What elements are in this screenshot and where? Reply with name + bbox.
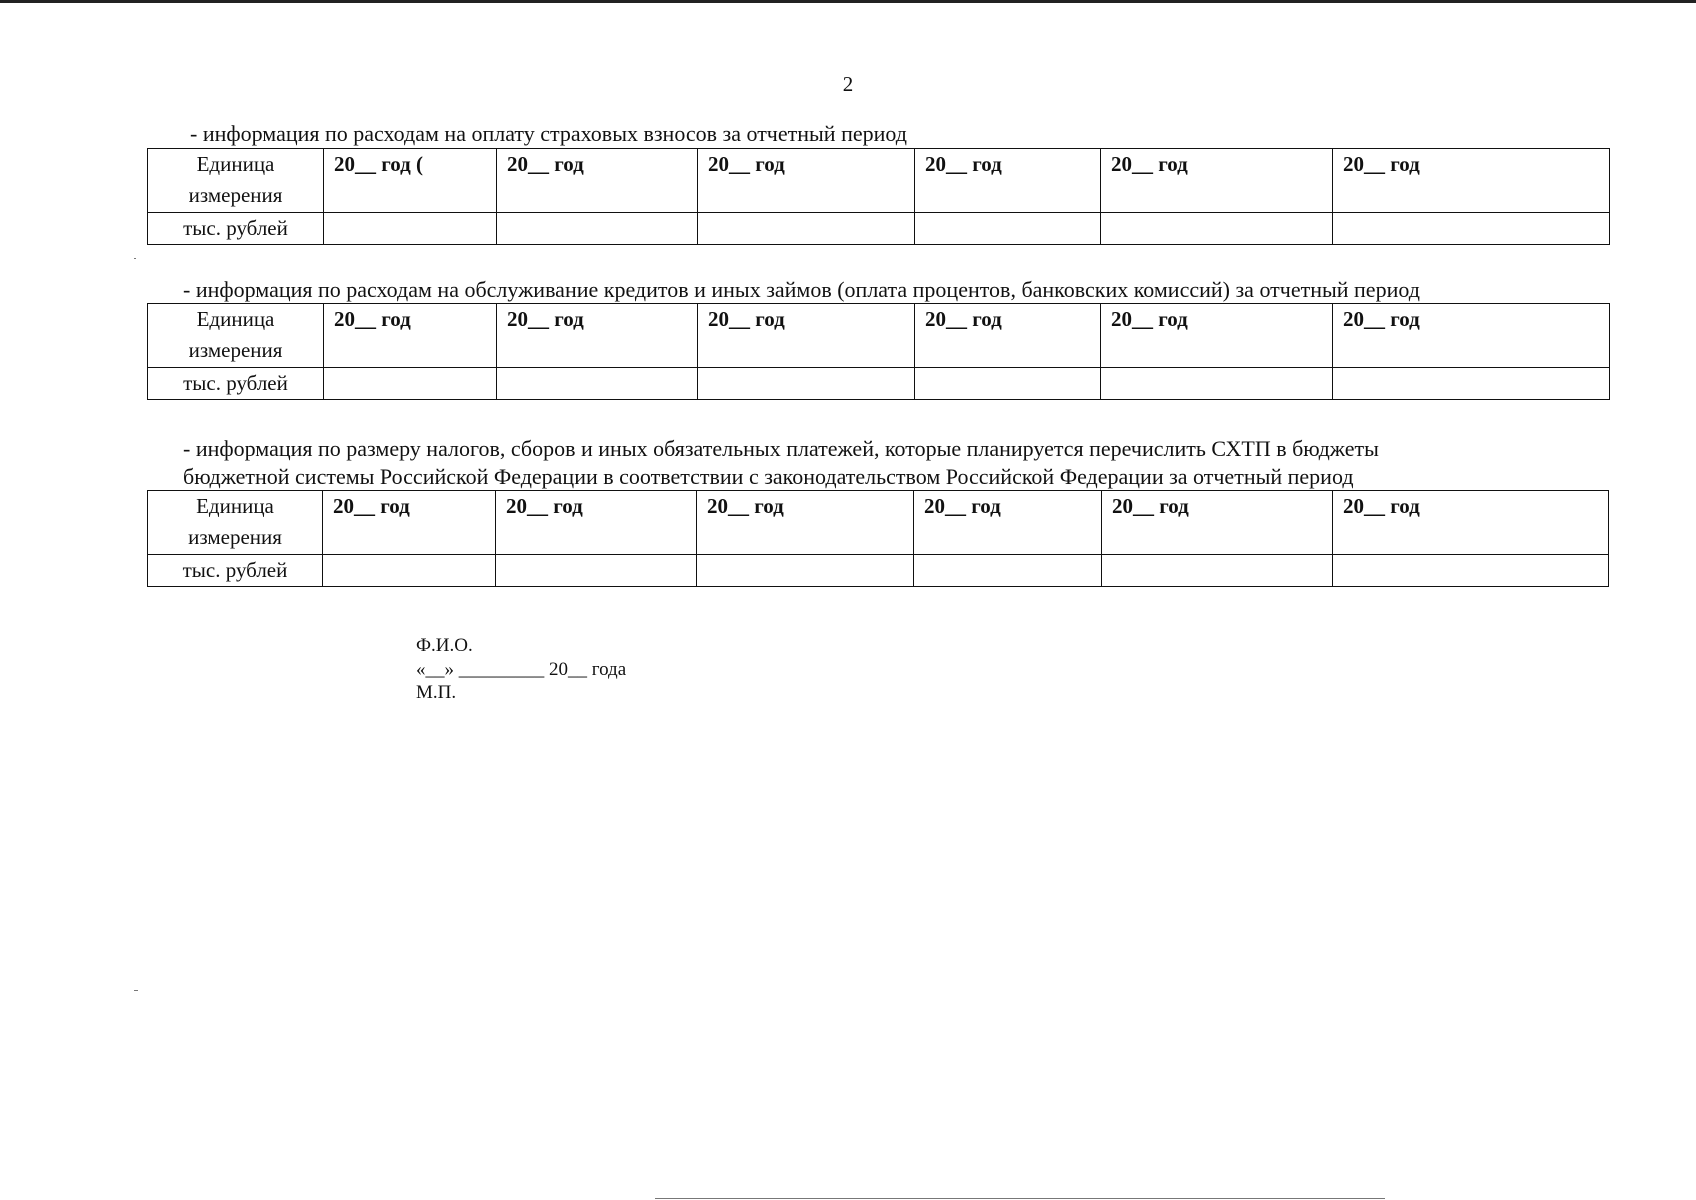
section-2-caption: - информация по расходам на обслуживание кредитов и иных займов (оплата процентов, банковских комиссий) за отчетный период xyxy=(183,277,1420,302)
year-header: 20__ год xyxy=(914,491,1102,555)
value-cell xyxy=(698,213,915,245)
value-cell xyxy=(1101,213,1333,245)
full-name-label: Ф.И.О. xyxy=(416,635,473,656)
table-header-row xyxy=(148,149,1610,213)
value-cell xyxy=(1101,368,1333,400)
unit-header: Единица измерения xyxy=(148,304,324,368)
table-row xyxy=(148,368,1610,400)
year-header: 20__ год xyxy=(697,491,914,555)
section-3-caption-line-1: - информация по размеру налогов, сборов и иных обязательных платежей, которые планируется перечислить СХТП в бюджеты xyxy=(183,436,1379,461)
value-cell xyxy=(698,368,915,400)
unit-header: Единица измерения xyxy=(148,491,323,555)
value-cell xyxy=(497,213,698,245)
stamp-label: М.П. xyxy=(416,682,457,703)
unit-cell: тыс. рублей xyxy=(148,213,324,245)
value-cell xyxy=(324,368,497,400)
year-header: 20__ год xyxy=(497,149,698,213)
year-header: 20__ год ( xyxy=(324,149,497,213)
year-header: 20__ год xyxy=(1102,491,1333,555)
year-header: 20__ год xyxy=(1101,149,1333,213)
value-cell xyxy=(915,213,1101,245)
scan-top-edge xyxy=(0,0,1696,3)
year-header: 20__ год xyxy=(324,304,497,368)
unit-header: Единица измерения xyxy=(148,149,324,213)
year-header: 20__ год xyxy=(915,304,1101,368)
scan-speck xyxy=(134,990,138,991)
insurance-contributions-table xyxy=(147,148,1610,245)
table-row xyxy=(148,213,1610,245)
table-header-row xyxy=(148,304,1610,368)
unit-cell: тыс. рублей xyxy=(148,555,323,587)
loan-servicing-table xyxy=(147,303,1610,400)
value-cell xyxy=(915,368,1101,400)
value-cell xyxy=(497,368,698,400)
table-header-row xyxy=(148,491,1609,555)
unit-cell: тыс. рублей xyxy=(148,368,324,400)
year-header: 20__ год xyxy=(698,304,915,368)
year-header: 20__ год xyxy=(698,149,915,213)
year-header: 20__ год xyxy=(1333,491,1609,555)
year-header: 20__ год xyxy=(497,304,698,368)
year-header: 20__ год xyxy=(1333,304,1610,368)
year-header: 20__ год xyxy=(323,491,496,555)
value-cell xyxy=(496,555,697,587)
taxes-and-fees-table xyxy=(147,490,1609,587)
scan-speck xyxy=(134,258,136,259)
value-cell xyxy=(914,555,1102,587)
value-cell xyxy=(1333,213,1610,245)
value-cell xyxy=(1333,555,1609,587)
year-header: 20__ год xyxy=(496,491,697,555)
signature-date-line: «__» _________ 20__ года xyxy=(416,659,627,680)
year-header: 20__ год xyxy=(1333,149,1610,213)
value-cell xyxy=(323,555,496,587)
value-cell xyxy=(1333,368,1610,400)
year-header: 20__ год xyxy=(915,149,1101,213)
page-number: 2 xyxy=(842,72,854,96)
section-1-caption: - информация по расходам на оплату страховых взносов за отчетный период xyxy=(190,121,907,146)
year-header: 20__ год xyxy=(1101,304,1333,368)
value-cell xyxy=(324,213,497,245)
section-3-caption-line-2: бюджетной системы Российской Федерации в соответствии с законодательством Российской Федерации за отчетный период xyxy=(183,464,1354,489)
scan-bottom-edge xyxy=(655,1198,1385,1199)
table-row xyxy=(148,555,1609,587)
value-cell xyxy=(697,555,914,587)
value-cell xyxy=(1102,555,1333,587)
